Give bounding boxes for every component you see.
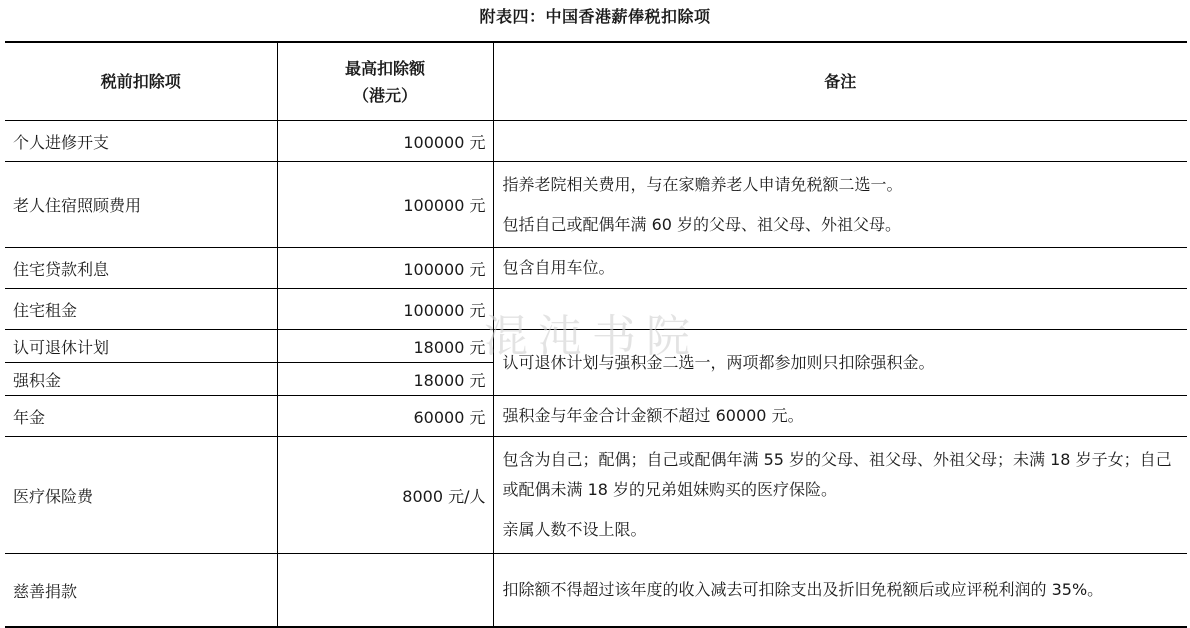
row-item: 年金 (5, 396, 277, 437)
row-amount: 60000 元 (277, 396, 493, 437)
table-row (5, 162, 1187, 248)
row-amount: 100000 元 (277, 162, 493, 248)
table-row (5, 396, 1187, 437)
row-item: 个人进修开支 (5, 121, 277, 162)
row-note (493, 121, 1187, 162)
row-note: 扣除额不得超过该年度的收入减去可扣除支出及折旧免税额后或应评税利润的 35%。 (493, 554, 1187, 628)
row-item: 慈善捐款 (5, 554, 277, 628)
row-amount: 100000 元 (277, 248, 493, 289)
note-paragraph: 指养老院相关费用，与在家赡养老人申请免税额二选一。 (502, 174, 903, 194)
table-row (5, 248, 1187, 289)
row-item: 医疗保险费 (5, 437, 277, 554)
row-item: 强积金 (5, 363, 277, 396)
row-item: 住宅贷款利息 (5, 248, 277, 289)
deductions-table (5, 41, 1187, 628)
table-row (5, 330, 1187, 363)
note-paragraph: 亲属人数不设上限。 (502, 520, 647, 539)
note-paragraph: 包括自己或配偶年满 60 岁的父母、祖父母、外祖父母。 (502, 214, 902, 234)
table-caption: 附表四：中国香港薪俸税扣除项 (479, 7, 711, 26)
row-note: 强积金与年金合计金额不超过 60000 元。 (493, 396, 1187, 437)
row-note: 包含自用车位。 (493, 248, 1187, 289)
row-item: 认可退休计划 (5, 330, 277, 363)
row-note (493, 162, 1187, 248)
row-item: 老人住宿照顾费用 (5, 162, 277, 248)
row-amount: 18000 元 (277, 330, 493, 363)
row-amount (277, 554, 493, 628)
row-item: 住宅租金 (5, 289, 277, 330)
row-note: 认可退休计划与强积金二选一，两项都参加则只扣除强积金。 (493, 330, 1187, 396)
table-row (5, 121, 1187, 162)
note-paragraph: 包含为自己；配偶；自己或配偶年满 55 岁的父母、祖父母、外祖父母；未满 18 岁子女；自己或配偶未满 18 岁的兄弟姐妹购买的医疗保险。 (502, 450, 1172, 499)
header-max-line1: 最高扣除额 (344, 58, 425, 78)
watermark: 混沌书院 (484, 311, 700, 362)
header-row (5, 42, 1187, 121)
table-row (5, 289, 1187, 330)
table-row (5, 437, 1187, 554)
row-note (493, 437, 1187, 554)
row-amount: 100000 元 (277, 121, 493, 162)
row-amount: 100000 元 (277, 289, 493, 330)
row-amount: 8000 元/人 (277, 437, 493, 554)
header-note: 备注 (493, 42, 1187, 121)
header-item: 税前扣除项 (5, 42, 277, 121)
header-max-amount (277, 42, 493, 121)
table-row (5, 554, 1187, 628)
row-amount: 18000 元 (277, 363, 493, 396)
row-note (493, 289, 1187, 330)
header-max-line2: （港元） (352, 85, 417, 105)
